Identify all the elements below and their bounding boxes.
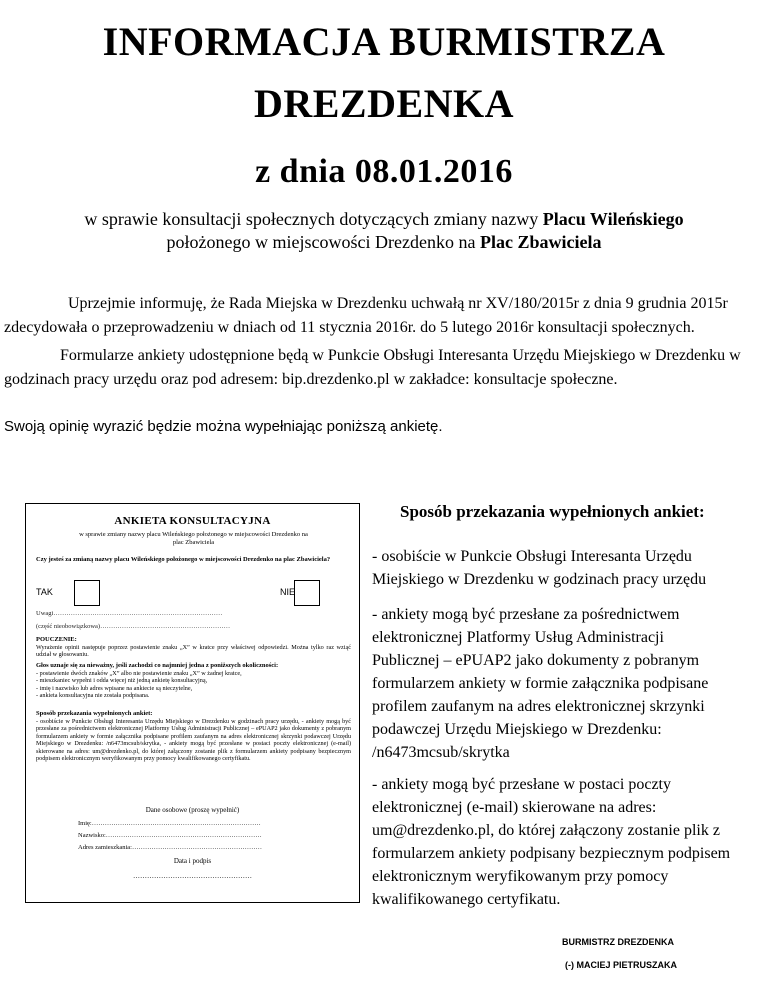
form-yes-label: TAK — [36, 587, 53, 597]
form-remarks-line: Uwagi…………………………………………………………………… — [36, 610, 223, 617]
form-question: Czy jesteś za zmianą nazwy placu Wileńskiego położonego w miejscowości Drezdenko na plac Zbawiciela? — [36, 556, 331, 563]
form-instruction-text: Wyrażenie opinii następuje poprzez postawienie znaku „X” w kratce przy właściwej odpowiedzi. Można tylko raz wziąć udział w głosowaniu. — [36, 643, 351, 658]
form-invalid-item: - mieszkaniec wypełni i odda więcej niż jedną ankietę konsultacyjną, — [36, 677, 208, 684]
subject-prefix: w sprawie konsultacji społecznych dotyczących zmiany nazwy — [84, 209, 543, 229]
delivery-heading: Sposób przekazania wypełnionych ankiet: — [400, 502, 705, 521]
form-invalid-item: - postawienie dwóch znaków „X” albo nie postawienie znaku „X” w żadnej kratce, — [36, 669, 242, 677]
form-first-name-field[interactable]: Imię:…………………………………………………………………… — [78, 820, 261, 827]
survey-form — [25, 503, 360, 903]
form-address-field[interactable]: Adres zamieszkania:…………………………………………………… — [78, 844, 262, 851]
delivery-item-2: - ankiety mogą być przesłane za pośrednictwem elektronicznej Platformy Usług Administracji Publicznej – ePUAP2 jako dokumenty z pobranym formularzem ankiety w formie załącznika podpisane profilem zaufanym na adres elektronicznej skrzynki podawczej Urzędu Miejskiego w Drezdenku: /n6473mcsub/skrytka — [372, 606, 709, 761]
signature-role: BURMISTRZ DREZDENKA — [562, 937, 674, 947]
form-delivery-heading: Sposób przekazania wypełnionych ankiet: — [36, 710, 153, 717]
form-instruction — [36, 636, 351, 659]
form-no-label: NIE — [280, 587, 296, 597]
paragraph-1-text: Uprzejmie informuję, że Rada Miejska w Drezdenku uchwałą nr XV/180/2015r z dnia 9 grudnia 2015r zdecydowała o przeprowadzeniu w dniach od 11 stycznia 2016r. do 5 lutego 2016r konsultacji społecznych. — [4, 295, 728, 336]
form-last-name-field[interactable]: Nazwisko:……………………………………………………………… — [78, 832, 262, 839]
paragraph-2-text: Formularze ankiety udostępnione będą w Punkcie Obsługi Interesanta Urzędu Miejskiego w Drezdenku w godzinach pracy urzędu oraz pod adresem: bip.drezdenko.pl w zakładce: konsultacje społeczne. — [4, 347, 741, 388]
delivery-item-3: - ankiety mogą być przesłane w postaci poczty elektronicznej (e-mail) skierowane na adres: um@drezdenko.pl, do której załączony zostanie plik z formularzem ankiety podpisany bezpiecznym podpisem elektronicznym weryfikowanym przy pomocy kwalifikowanego certyfikatu. — [372, 776, 731, 908]
form-invalid-heading: Głos uznaje się za nieważny, jeśli zachodzi co najmniej jedna z poniższych okoliczności: — [36, 662, 279, 669]
title-line-2: DREZDENKA — [253, 81, 515, 126]
subject-bold-2: Plac Zbawiciela — [479, 232, 602, 252]
form-invalid-item: - ankieta konsultacyjna nie została podpisana. — [36, 692, 150, 699]
form-delivery-text: - osobiście w Punkcie Obsługi Interesanta Urzędu Miejskiego w Drezdenku w godzinach pracy urzędu, - ankiety mogą być przesłane za pośrednictwem elektronicznej Platformy Usług Administracji Publicznej – ePUAP2 jako dokumenty z pobranym formularzem ankiety w formie załącznika podpisane profilem zaufanym na adres elektronicznej skrzynki podawczej Urzędu Miejskiego w Drezdenku: /n6473mcsub/skrytka, - ankiety mogą być przesłane w postaci poczty elektronicznej (e-mail) skierowane na adres: um@drezdenko.pl, do której załączony zostanie plik z formularzem ankiety podpisany bezpiecznym podpisem elektronicznym weryfikowanym przy pomocy kwalifikowanego certyfikatu. — [36, 717, 351, 762]
form-title: ANKIETA KONSULTACYJNA — [114, 515, 271, 527]
title-line-1: INFORMACJA BURMISTRZA — [102, 19, 666, 64]
form-invalid-vote — [36, 662, 351, 700]
paragraph-2 — [4, 344, 760, 392]
form-signature-line[interactable]: …………………………………………… — [133, 872, 252, 880]
form-optional-line: (część nieobowiązkowa)…………………………………………………… — [36, 623, 231, 630]
signature-name: (-) MACIEJ PIETRUSZAKA — [565, 960, 677, 970]
form-personal-data-heading: Dane osobowe (proszę wypełnić) — [145, 806, 240, 814]
form-no-checkbox[interactable] — [294, 580, 320, 606]
form-instruction-heading: POUCZENIE: — [36, 636, 77, 643]
form-subtitle: w sprawie zmiany nazwy placu Wileńskiego położonego w miejscowości Drezdenko na plac Zbawiciela — [79, 531, 308, 546]
form-yes-checkbox[interactable] — [74, 580, 100, 606]
paragraph-3: Swoją opinię wyrazić będzie można wypełniając poniższą ankietę. — [4, 418, 443, 435]
form-invalid-item: - imię i nazwisko lub adres wpisane na ankiecie są nieczytelne, — [36, 684, 193, 692]
delivery-item-1: - osobiście w Punkcie Obsługi Interesanta Urzędu Miejskiego w Drezdenku w godzinach pracy urzędu — [372, 548, 707, 588]
form-date-signature-label: Data i podpis — [173, 857, 212, 865]
paragraph-1 — [4, 292, 760, 340]
subject — [40, 208, 728, 254]
title-date: z dnia 08.01.2016 — [255, 153, 513, 190]
subject-bold-1: Placu Wileńskiego — [542, 209, 684, 229]
subject-middle: położonego w miejscowości Drezdenko na — [166, 232, 480, 252]
form-delivery — [36, 710, 351, 763]
